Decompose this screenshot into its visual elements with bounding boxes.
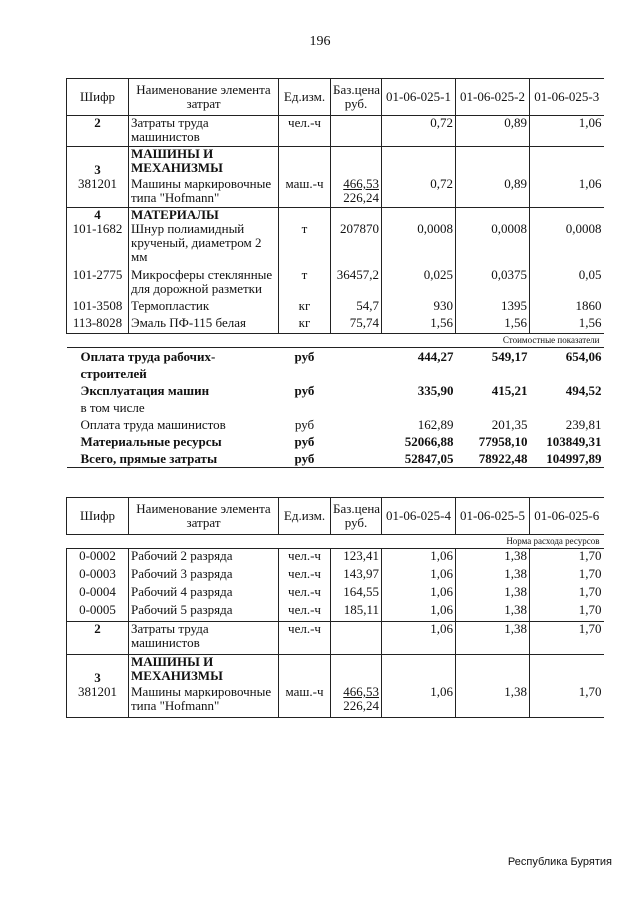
row-unit: кг — [279, 316, 331, 334]
row-unit: чел.-ч — [279, 585, 331, 603]
header-code: Шифр — [67, 498, 129, 535]
row-value-1: 930 — [382, 299, 456, 316]
table-row — [67, 268, 604, 299]
row-value-3: 1,70 — [530, 685, 604, 718]
row-price — [331, 147, 382, 178]
table-row — [67, 147, 604, 178]
row-value-3: 1,70 — [530, 603, 604, 622]
row-name: Машины маркировочные типа "Hofmann" — [129, 685, 279, 718]
row-value-1: 1,06 — [382, 585, 456, 603]
page-number: 196 — [309, 34, 331, 49]
summary-unit: руб — [294, 383, 315, 398]
row-value-3: 1,06 — [530, 116, 604, 147]
row-price: 185,11 — [331, 603, 382, 622]
row-code: 0-0002 — [67, 549, 129, 568]
row-price — [331, 655, 382, 686]
row-value-1: 1,06 — [382, 567, 456, 585]
summary-row — [67, 399, 604, 416]
table-row — [67, 603, 604, 622]
row-name: Эмаль ПФ-115 белая — [129, 316, 279, 334]
summary-row — [67, 348, 604, 383]
header-col-3: 01-06-025-6 — [530, 498, 604, 535]
section-title: МАШИНЫ И МЕХАНИЗМЫ — [129, 655, 279, 686]
row-name: Шнур полиамидный крученый, диаметром 2 мм — [129, 222, 279, 268]
row-code: 2 — [67, 622, 129, 655]
row-value-2: 0,0375 — [456, 268, 530, 299]
row-value-1: 0,72 — [382, 116, 456, 147]
header-col-2: 01-06-025-2 — [456, 79, 530, 116]
row-name: Рабочий 5 разряда — [129, 603, 279, 622]
row-unit: чел.-ч — [279, 567, 331, 585]
summary-value-3: 654,06 — [565, 349, 602, 364]
row-value-1: 1,06 — [382, 549, 456, 568]
row-name: Рабочий 2 разряда — [129, 549, 279, 568]
row-value-2: 0,0008 — [456, 222, 530, 268]
summary-row — [67, 382, 604, 399]
row-value-2: 0,89 — [456, 116, 530, 147]
header-base-price: Баз.цена руб. — [331, 79, 382, 116]
summary-value-1: 444,27 — [417, 349, 454, 364]
summary-unit: руб — [294, 417, 315, 432]
row-price: 207870 — [331, 222, 382, 268]
row-value-1: 0,72 — [382, 177, 456, 208]
row-name: Затраты труда машинистов — [129, 622, 279, 655]
summary-row — [67, 450, 604, 468]
row-value-2 — [456, 147, 530, 178]
table-row — [67, 222, 604, 268]
summary-label: Всего, прямые затраты — [67, 450, 279, 468]
cost-table-2 — [66, 497, 604, 718]
row-value-3 — [530, 147, 604, 178]
row-price — [331, 685, 382, 718]
row-value-3: 0,05 — [530, 268, 604, 299]
subheader-row — [67, 334, 604, 348]
table-row — [67, 177, 604, 208]
row-unit: маш.-ч — [279, 177, 331, 208]
row-unit — [279, 655, 331, 686]
row-unit — [279, 147, 331, 178]
row-code: 0-0004 — [67, 585, 129, 603]
header-col-3: 01-06-025-3 — [530, 79, 604, 116]
row-unit: т — [279, 268, 331, 299]
row-code: 101-1682 — [67, 222, 129, 268]
row-code: 0-0005 — [67, 603, 129, 622]
summary-value-2: 78922,48 — [456, 450, 530, 468]
summary-value-1 — [382, 399, 456, 416]
row-unit: чел.-ч — [279, 116, 331, 147]
row-code: 381201 — [67, 685, 129, 718]
row-unit: маш.-ч — [279, 685, 331, 718]
row-value-1 — [382, 147, 456, 178]
row-unit: т — [279, 222, 331, 268]
row-price — [331, 177, 382, 208]
price-second-value: 226,24 — [343, 190, 379, 205]
row-value-2: 1,38 — [456, 603, 530, 622]
summary-unit: руб — [294, 349, 315, 364]
row-name: Микросферы стеклянные для дорожной разметки — [129, 268, 279, 299]
header-name: Наименование элемента затрат — [129, 498, 279, 535]
row-value-3: 1,70 — [530, 567, 604, 585]
price-value: 466,53 — [343, 684, 379, 699]
row-value-2 — [456, 208, 530, 223]
table-row — [67, 116, 604, 147]
summary-value-3: 104997,89 — [530, 450, 604, 468]
summary-value-2: 201,35 — [491, 417, 528, 432]
row-unit: чел.-ч — [279, 603, 331, 622]
row-code: 4 — [67, 208, 129, 223]
row-name: Машины маркировочные типа "Hofmann" — [129, 177, 279, 208]
header-col-2: 01-06-025-5 — [456, 498, 530, 535]
summary-value-2: 549,17 — [491, 349, 528, 364]
summary-row — [67, 433, 604, 450]
summary-label: Оплата труда машинистов — [80, 417, 226, 432]
row-value-1: 1,06 — [382, 622, 456, 655]
row-value-1: 0,025 — [382, 268, 456, 299]
table-row — [67, 299, 604, 316]
row-value-3: 1,70 — [530, 585, 604, 603]
row-value-3: 1860 — [530, 299, 604, 316]
summary-value-2: 77958,10 — [478, 434, 528, 449]
row-name: Рабочий 4 разряда — [129, 585, 279, 603]
row-value-2: 1,38 — [456, 549, 530, 568]
summary-value-1: 335,90 — [417, 383, 454, 398]
subheader-row — [67, 535, 604, 549]
row-code: 0-0003 — [67, 567, 129, 585]
row-value-1 — [382, 208, 456, 223]
row-value-1: 1,56 — [382, 316, 456, 334]
row-price: 75,74 — [331, 316, 382, 334]
row-name: Термопластик — [129, 299, 279, 316]
table-header-row — [67, 498, 604, 535]
summary-label: Эксплуатация машин — [80, 383, 210, 398]
table-row — [67, 316, 604, 334]
row-value-2: 1,38 — [456, 567, 530, 585]
row-price — [331, 116, 382, 147]
summary-value-3: 103849,31 — [546, 434, 602, 449]
row-value-3 — [530, 208, 604, 223]
header-unit: Ед.изм. — [279, 79, 331, 116]
table-header-row — [67, 79, 604, 116]
row-code: 2 — [67, 116, 129, 147]
footer-region: Республика Бурятия — [507, 856, 612, 868]
summary-value-1: 52066,88 — [404, 434, 454, 449]
row-value-1 — [382, 655, 456, 686]
table-row — [67, 685, 604, 718]
row-value-2: 1,56 — [456, 316, 530, 334]
row-value-2: 1,38 — [456, 685, 530, 718]
summary-value-1: 52847,05 — [382, 450, 456, 468]
summary-row — [67, 416, 604, 433]
table-row — [67, 622, 604, 655]
summary-label: в том числе — [80, 400, 145, 415]
row-value-1: 0,0008 — [382, 222, 456, 268]
header-unit: Ед.изм. — [279, 498, 331, 535]
row-name: Затраты труда машинистов — [129, 116, 279, 147]
summary-value-3 — [530, 399, 604, 416]
row-unit: чел.-ч — [279, 549, 331, 568]
row-unit: кг — [279, 299, 331, 316]
row-code: 113-8028 — [67, 316, 129, 334]
row-value-2: 1,38 — [456, 622, 530, 655]
row-value-2 — [456, 655, 530, 686]
table-row — [67, 567, 604, 585]
summary-value-2 — [456, 399, 530, 416]
price-value: 466,53 — [343, 176, 379, 191]
row-value-2: 0,89 — [456, 177, 530, 208]
table-row — [67, 208, 604, 223]
row-value-3: 1,56 — [530, 316, 604, 334]
header-name: Наименование элемента затрат — [129, 79, 279, 116]
row-price: 36457,2 — [331, 268, 382, 299]
header-base-price: Баз.цена руб. — [331, 498, 382, 535]
summary-label: Оплата труда рабочих-строителей — [80, 349, 216, 381]
row-price: 164,55 — [331, 585, 382, 603]
row-code: 381201 — [67, 177, 129, 208]
row-value-3: 1,70 — [530, 549, 604, 568]
row-price — [331, 622, 382, 655]
header-col-1: 01-06-025-1 — [382, 79, 456, 116]
row-value-2: 1,38 — [456, 585, 530, 603]
row-name: Рабочий 3 разряда — [129, 567, 279, 585]
row-code: 101-2775 — [67, 268, 129, 299]
summary-unit: руб — [279, 450, 331, 468]
table-row — [67, 585, 604, 603]
row-price — [331, 208, 382, 223]
row-unit: чел.-ч — [279, 622, 331, 655]
section-title: МАТЕРИАЛЫ — [129, 208, 279, 223]
table-row — [67, 549, 604, 568]
row-value-1: 1,06 — [382, 603, 456, 622]
row-code: 3 — [67, 655, 129, 686]
subheader-label: Норма расхода ресурсов — [67, 535, 604, 549]
row-value-3: 0,0008 — [530, 222, 604, 268]
summary-value-3: 239,81 — [565, 417, 602, 432]
row-value-1: 1,06 — [382, 685, 456, 718]
subheader-label: Стоимостные показатели — [67, 334, 604, 348]
section-title: МАШИНЫ И МЕХАНИЗМЫ — [129, 147, 279, 178]
row-price: 123,41 — [331, 549, 382, 568]
row-price: 54,7 — [331, 299, 382, 316]
row-value-3 — [530, 655, 604, 686]
summary-unit: руб — [294, 434, 315, 449]
header-code: Шифр — [67, 79, 129, 116]
summary-unit — [279, 399, 331, 416]
price-second-value: 226,24 — [343, 698, 379, 713]
summary-label: Материальные ресурсы — [80, 434, 222, 449]
row-price: 143,97 — [331, 567, 382, 585]
row-value-2: 1395 — [456, 299, 530, 316]
header-col-1: 01-06-025-4 — [382, 498, 456, 535]
row-code: 3 — [67, 147, 129, 178]
cost-table-1 — [66, 78, 604, 468]
summary-value-3: 494,52 — [565, 383, 602, 398]
table-row — [67, 655, 604, 686]
summary-value-2: 415,21 — [491, 383, 528, 398]
row-code: 101-3508 — [67, 299, 129, 316]
row-value-3: 1,70 — [530, 622, 604, 655]
summary-value-1: 162,89 — [417, 417, 454, 432]
row-unit — [279, 208, 331, 223]
row-value-3: 1,06 — [530, 177, 604, 208]
